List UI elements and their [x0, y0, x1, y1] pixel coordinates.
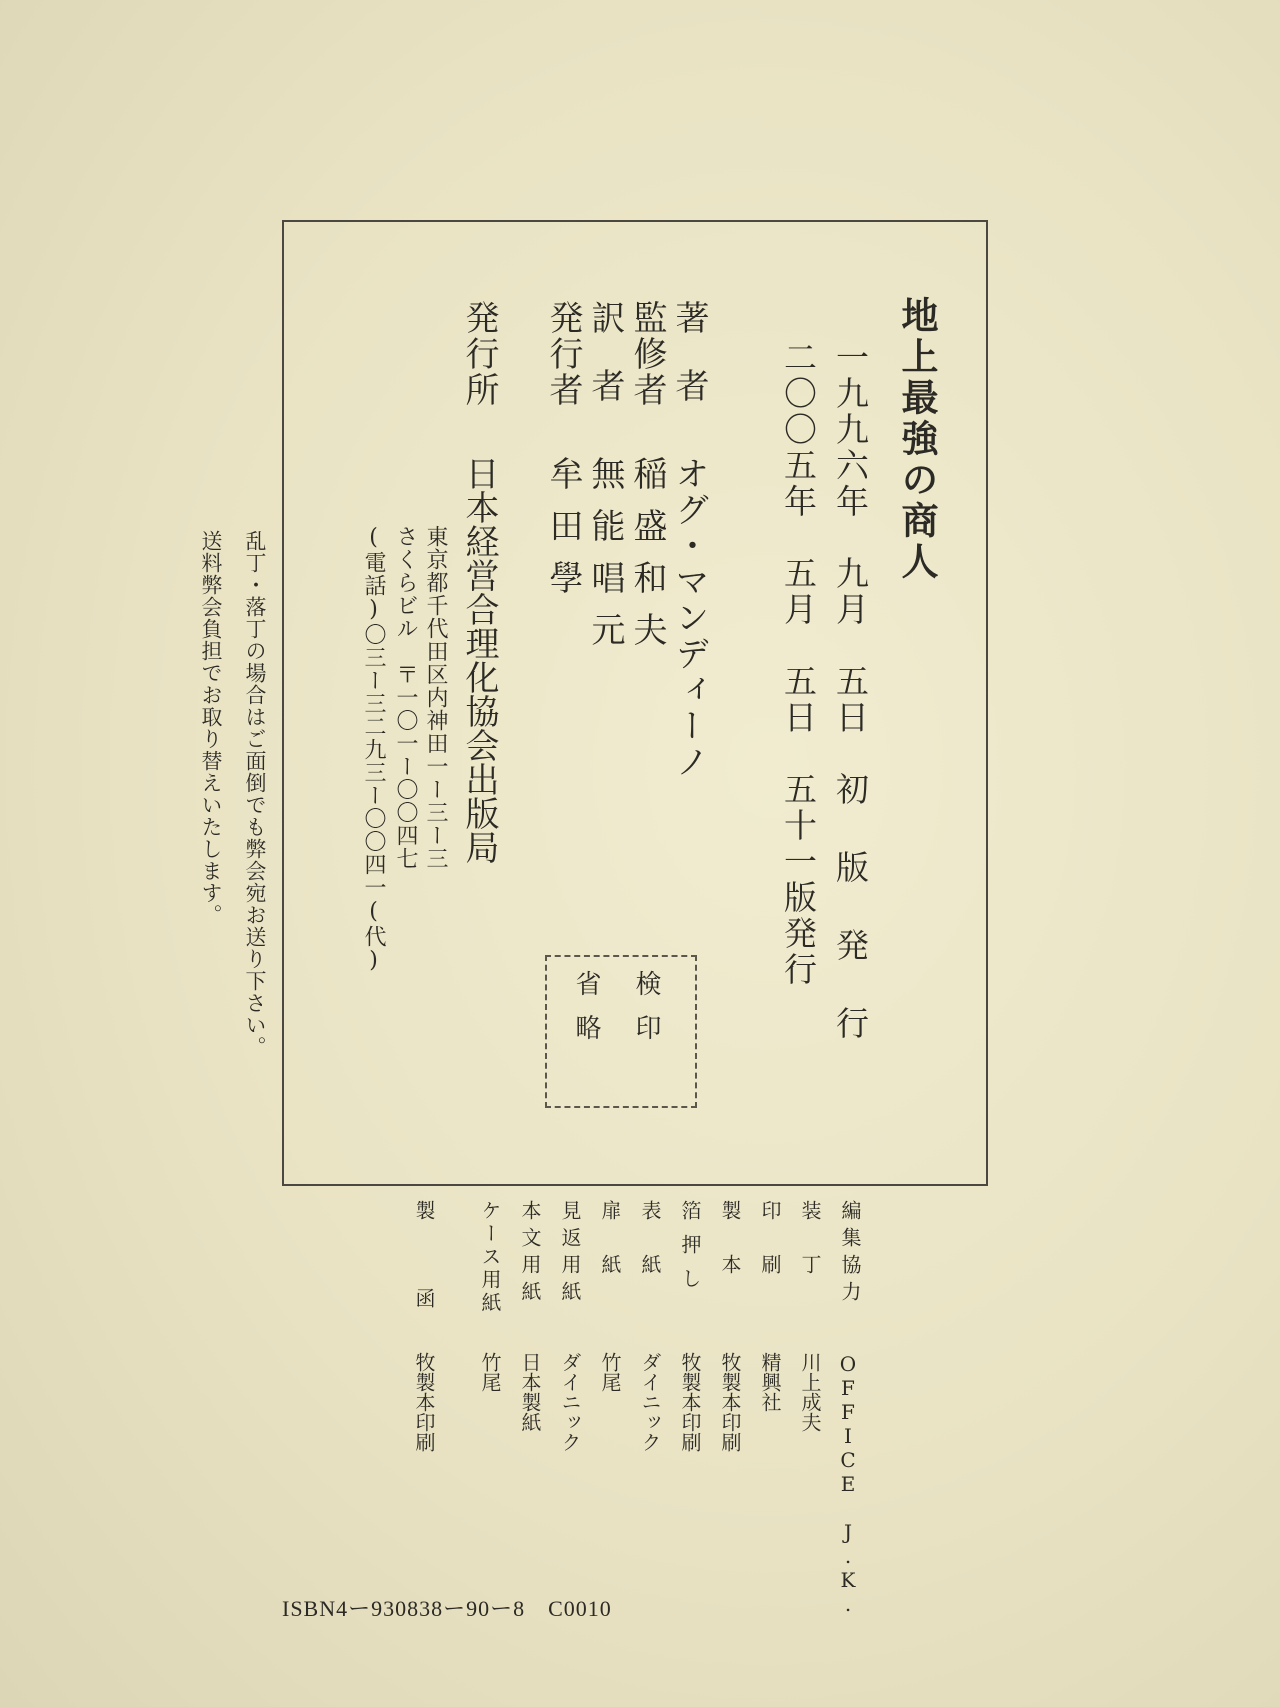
credit-name-design: 川上成夫: [798, 1352, 822, 1432]
credit-role-case-paper: ケース用紙: [478, 1200, 502, 1315]
publisher-address: 東京都千代田区内神田一ー三ー三: [423, 525, 448, 870]
replacement-note-1: 乱丁・落丁の場合はご面倒でも弊会宛お送り下さい。: [243, 530, 267, 1058]
credit-role-title-page: 扉紙: [598, 1200, 622, 1308]
publisher-building: さくらビル 〒一〇一ー〇〇四七: [393, 525, 418, 870]
credit-role-design: 装丁: [798, 1200, 822, 1308]
publisher-name: 日本経営合理化協会出版局: [459, 456, 499, 864]
credit-name-foil: 牧製本印刷: [678, 1352, 702, 1452]
credit-role-binding: 製本: [718, 1200, 742, 1308]
translator-name: 無能唱元: [585, 456, 625, 664]
translator-role: 訳者: [585, 300, 625, 436]
latest-edition-date: 二〇〇五年 五月 五日 五十一版発行: [779, 340, 818, 988]
credit-name-binding: 牧製本印刷: [718, 1352, 742, 1452]
first-edition-date: 一九九六年 九月 五日 初 版 発 行: [831, 340, 870, 1042]
seal-text-1: 検印: [631, 970, 661, 1058]
credit-role-foil: 箔押し: [678, 1200, 702, 1302]
replacement-note-2: 送料弊会負担でお取り替えいたします。: [199, 530, 223, 926]
credit-role-case-making: 製函: [412, 1200, 436, 1376]
credit-role-body-paper: 本文用紙: [518, 1200, 542, 1308]
isbn-code: ISBN4ー930838ー90ー8 C0010: [282, 1596, 612, 1621]
credit-name-printing: 精興社: [758, 1352, 782, 1412]
supervisor-name: 稲盛和夫: [627, 456, 667, 664]
author-role: 著者: [669, 300, 709, 436]
author-name: オグ・マンディーノ: [669, 456, 709, 780]
publisher-role: 発行所: [459, 300, 499, 408]
credit-name-endpaper: ダイニック: [558, 1352, 582, 1452]
publisher-person-role: 発行者: [543, 300, 583, 408]
credit-name-editing: OFFICE J.K.: [836, 1352, 860, 1616]
credit-name-body-paper: 日本製紙: [518, 1352, 542, 1432]
publisher-person-name: 牟田學: [543, 456, 583, 612]
seal-text-2: 省略: [571, 970, 601, 1058]
credit-name-title-page: 竹尾: [598, 1352, 622, 1392]
credit-role-editing: 編集協力: [838, 1200, 862, 1308]
credit-role-cover: 表紙: [638, 1200, 662, 1308]
supervisor-role: 監修者: [627, 300, 667, 408]
credit-name-cover: ダイニック: [638, 1352, 662, 1452]
credit-role-endpaper: 見返用紙: [558, 1200, 582, 1308]
credit-name-case-paper: 竹尾: [478, 1352, 502, 1392]
credit-name-case-making: 牧製本印刷: [412, 1352, 436, 1452]
publisher-phone: (電話)〇三ー三二九三ー〇〇四一(代): [361, 525, 386, 974]
book-title: 地上最強の商人: [895, 296, 939, 583]
credit-role-printing: 印刷: [758, 1200, 782, 1308]
